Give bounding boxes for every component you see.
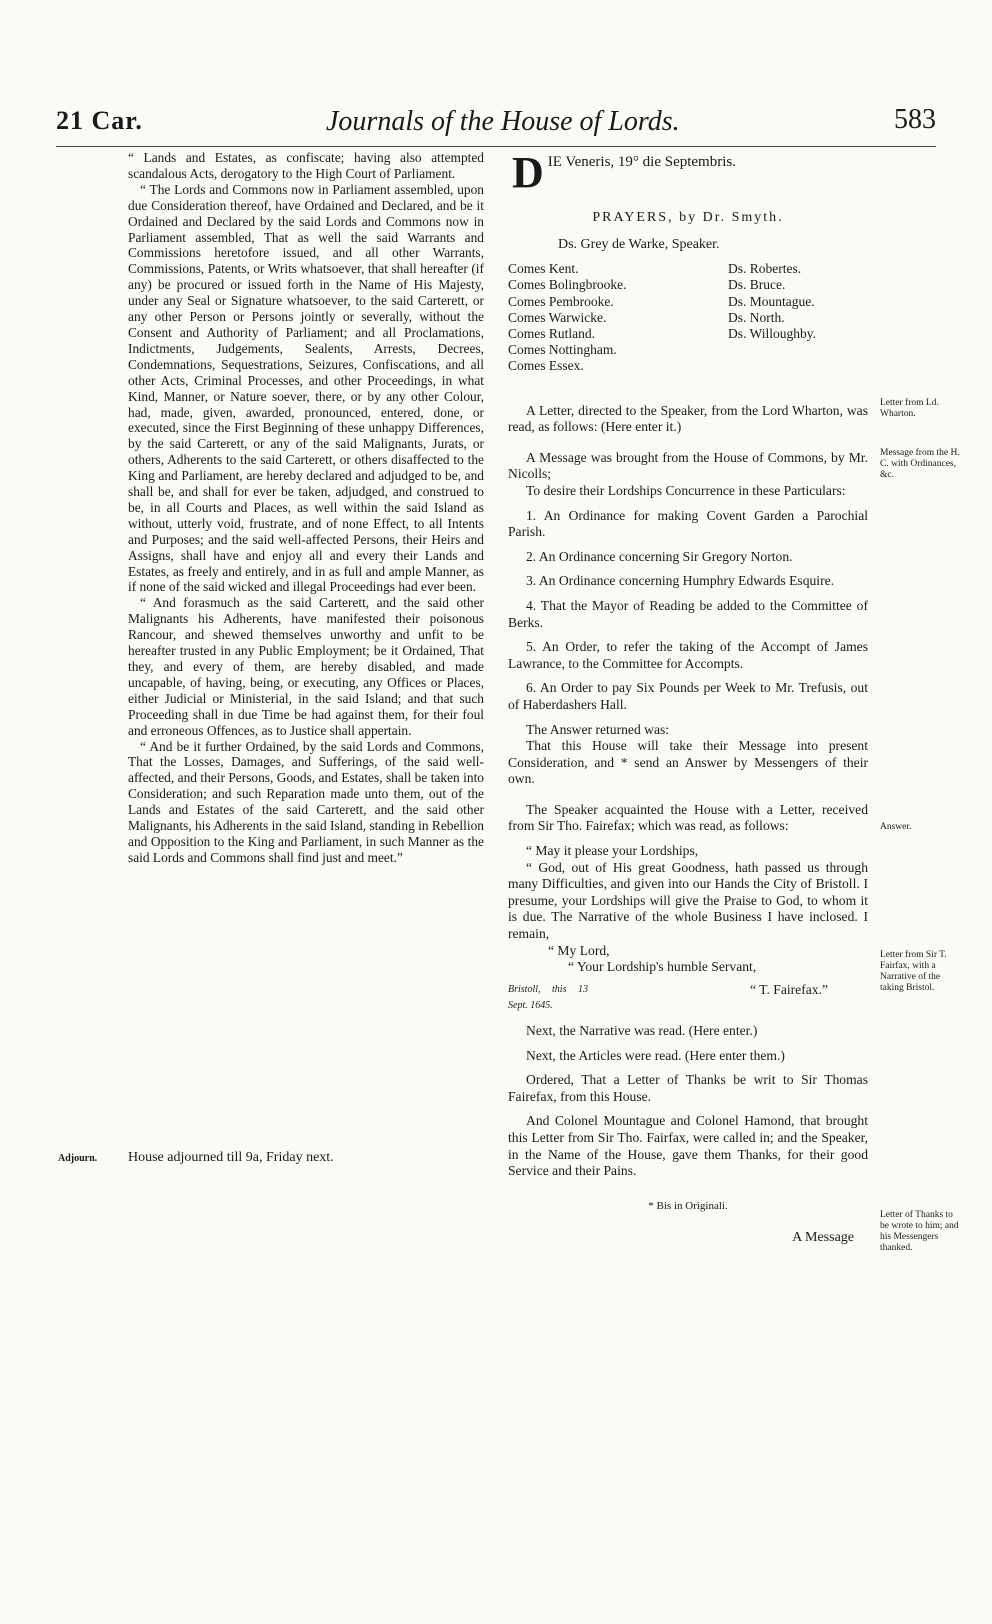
margin-note-adjourn: Adjourn. bbox=[58, 1153, 98, 1164]
attendance-comites bbox=[508, 261, 688, 374]
fairfax-letter-intro: The Speaker acquainted the House with a Letter, received from Sir Tho. Fairefax; which was read, as follows: bbox=[508, 801, 868, 834]
attendance-domini bbox=[728, 261, 816, 374]
letter-closing-2: “ Your Lordship's humble Servant, bbox=[568, 959, 757, 975]
attendee: Comes Essex. bbox=[508, 358, 584, 374]
page-header bbox=[56, 100, 936, 150]
wharton-letter-entry: A Letter, directed to the Speaker, from the Lord Wharton, was read, as follows: (Here enter it.) bbox=[508, 402, 868, 435]
particular-item: 2. An Ordinance concerning Sir Gregory Norton. bbox=[526, 548, 793, 564]
margin-note-message: Message from the H. C. with Ordinances, &c. bbox=[880, 448, 960, 480]
letter-salutation: “ May it please your Lordships, bbox=[526, 843, 699, 859]
letter-signature-row bbox=[508, 982, 868, 1015]
attendee: Ds. Bruce. bbox=[728, 277, 786, 293]
header-rule bbox=[56, 146, 936, 147]
letter-place-date: Bristoll, this 13 Sept. 1645. bbox=[508, 983, 588, 1012]
session-dateline bbox=[508, 148, 868, 197]
ordered-entry: Ordered, That a Letter of Thanks be writ to Sir Thomas Fairefax, from this House. bbox=[508, 1072, 868, 1104]
attendee: Ds. Robertes. bbox=[728, 261, 802, 277]
dateline-text: IE Veneris, 19° die Septembris. bbox=[547, 154, 736, 170]
attendee: Comes Nottingham. bbox=[508, 342, 617, 358]
articles-entry: Next, the Articles were read. (Here enter them.) bbox=[526, 1047, 785, 1063]
attendee: Comes Pembrooke. bbox=[508, 293, 614, 309]
letter-signature: “ T. Fairefax.” bbox=[750, 981, 828, 997]
attendee: Ds. Willoughby. bbox=[728, 326, 816, 341]
narrative-entry: Next, the Narrative was read. (Here enter.) bbox=[526, 1023, 758, 1039]
particular-item: 3. An Ordinance concerning Humphry Edwards Esquire. bbox=[526, 573, 835, 589]
attendee: Comes Warwicke. bbox=[508, 309, 607, 325]
concurrence-request: To desire their Lordships Concurrence in these Particulars: bbox=[526, 482, 846, 498]
left-paragraph-2: “ The Lords and Commons now in Parliament assembled, upon due Consideration thereof, have Ordained and Declared, and be it Ordained and Declared by the said Lords and Commons now in Parliament assembled, That as well the said Warrants and Commissions heretofore issued, and all other Warrants, Commissions, Patents, or Writs whatsoever, that shall hereafter (if any) be procured or issued forth in the Name of His Majesty, under any Seal or Signature whatsoever, to the said Carterett, or any other Person or Persons jointly or severally, without the Consent and Authority of Parliament; and all Proclamations, Indictments, Judgements, Sealents, Arrests, Decrees, Condemnations, Sequestrations, Seizures, Confiscations, and all other Acts, Criminal Processes, and other Proceedings, in what Kind, Manner, or Nature soever, there, or by any other Colour, had, made, given, awarded, pronounced, entered, done, or executed, since the First Beginning of these unhappy Differences, by the said Carterett, or any of the said Malignants, Jurats, or others, Adherents to the said Carterett, or others disaffected to the King and Parliament, are hereby declared and adjudged to be, and shall be, and shall for ever be taken, adjudged, and construed to be, in all Courts and Places, as well within the said Island as without, utterly void, frustrate, and of none Effect, to all Intents and Purposes; and the said well-affected Persons, their Heirs and Assigns, shall have and enjoy all and every their Lands and Estates, as freely and entirely, and in as full and ample Manner, as if none of the said wicked and illegal Proceedings had ever been. bbox=[128, 181, 484, 595]
attendee: Comes Kent. bbox=[508, 261, 579, 277]
particular-item: 4. That the Mayor of Reading be added to the Committee of Berks. bbox=[508, 597, 868, 630]
margin-note-wharton: Letter from Ld. Wharton. bbox=[880, 398, 939, 419]
answer-text: That this House will take their Message into present Consideration, and * send an Answer by Messengers of their own. bbox=[508, 738, 868, 787]
particular-item: 6. An Order to pay Six Pounds per Week to Mr. Trefusis, out of Haberdashers Hall. bbox=[508, 680, 868, 712]
left-column bbox=[128, 150, 484, 866]
left-paragraph-1: “ Lands and Estates, as confiscate; having also attempted scandalous Acts, derogatory to the High Court of Parliament. bbox=[128, 150, 484, 181]
particular-item: 5. An Order, to refer the taking of the Accompt of James Lawrance, to the Committee for Accompts. bbox=[508, 639, 868, 671]
answer-intro: The Answer returned was: bbox=[526, 721, 670, 737]
margin-note-thanks: Letter of Thanks to be wrote to him; and his Messengers thanked. bbox=[880, 1210, 959, 1253]
attendee: Ds. Mountague. bbox=[728, 293, 815, 309]
thanks-entry: And Colonel Mountague and Colonel Hamond, that brought this Letter from Sir Tho. Fairfax, were called in; and the Speaker, in the Name of the House, gave them Thanks, for their good Service and their Pains. bbox=[508, 1113, 868, 1179]
journal-title: Journals of the House of Lords. bbox=[326, 106, 680, 137]
left-paragraph-3: “ And forasmuch as the said Carterett, and the said other Malignants his Adherents, have manifested their poisonous Rancour, and shewed themselves unworthy and unfit to be hereafter trusted in any Public Employment; be it Ordained, That they, and every of them, are hereby disabled, and made uncapable, of having, being, or executing, any Offices or Places, either Judicial or Ministerial, in the said Island; and that such Proceeding shall in due Time be had against them, for their foul and erroneous Offences, as to Justice shall appertain. bbox=[128, 595, 484, 738]
prayers-line: PRAYERS, by Dr. Smyth. bbox=[592, 210, 784, 225]
right-column bbox=[508, 150, 868, 1247]
particular-item: 1. An Ordinance for making Covent Garden a Parochial Parish. bbox=[508, 507, 868, 540]
reign-label: 21 Car. bbox=[56, 106, 143, 135]
commons-message-entry: A Message was brought from the House of Commons, by Mr. Nicolls; bbox=[508, 449, 868, 482]
left-paragraph-4: “ And be it further Ordained, by the said Lords and Commons, That the Losses, Damages, and Sufferings, of the said well-affected, and their Persons, Goods, and Estates, shall be taken into Consideration; and such Reparation made unto them, out of the Lands and Estates of the said Carterett, and the said other Malignants, his Adherents in the said Island, standing in Rebellion and Opposition to the King and Parliament, in such Manner as the said Lords and Commons shall find just and meet.” bbox=[128, 738, 484, 865]
catchword: A Message bbox=[792, 1230, 854, 1246]
page-number: 583 bbox=[894, 104, 936, 135]
attendee: Ds. North. bbox=[728, 309, 785, 325]
attendance-list bbox=[508, 261, 868, 374]
adjournment-line: House adjourned till 9a, Friday next. bbox=[128, 1150, 334, 1165]
letter-closing-1: “ My Lord, bbox=[548, 942, 610, 958]
letter-body: “ God, out of His great Goodness, hath passed us through many Difficulties, and given into our Hands the City of Bristoll. I presume, your Lordships will give the Praise to God, to whom it is due. The Narrative of the whole Business I have inclosed. I remain, bbox=[508, 859, 868, 942]
attendee: Comes Rutland. bbox=[508, 326, 595, 341]
margin-note-fairfax: Letter from Sir T. Fairfax, with a Narrative of the taking Bristol. bbox=[880, 950, 947, 993]
attendee: Comes Bolingbrooke. bbox=[508, 277, 627, 293]
margin-note-answer: Answer. bbox=[880, 822, 912, 832]
speaker-line: Ds. Grey de Warke, Speaker. bbox=[558, 236, 720, 252]
drop-cap: D bbox=[512, 148, 544, 197]
footnote: * Bis in Originali. bbox=[648, 1199, 728, 1212]
